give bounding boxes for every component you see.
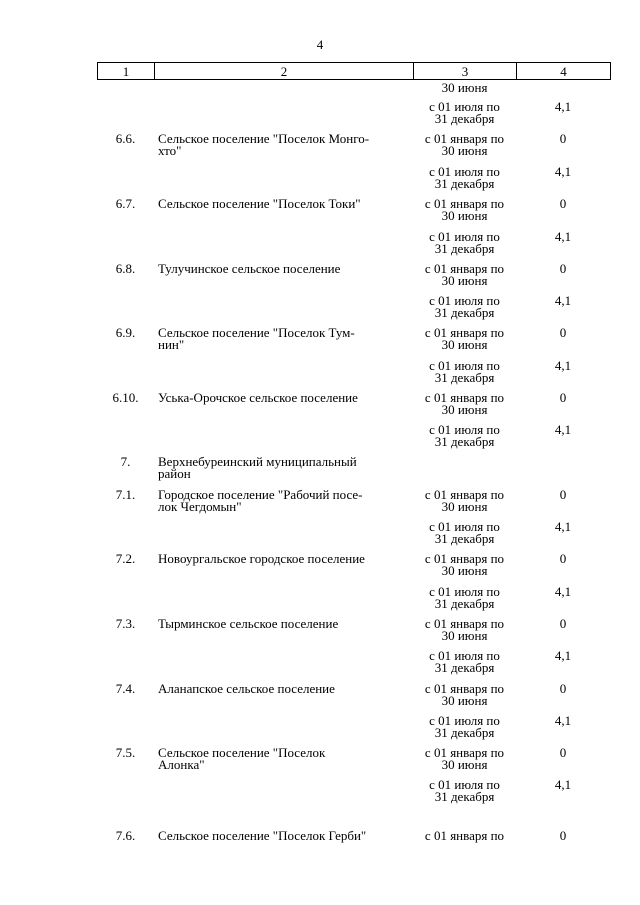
settlement-name-line: район [158,466,191,481]
period [413,360,516,384]
period [413,198,516,222]
settlement-name-line: Сельское поселение "Поселок Токи" [158,196,361,211]
rate-value: 4,1 [554,584,572,599]
period-line: с 01 января по [424,325,505,340]
row-number: 7.1. [115,487,136,502]
period-line: с 01 июля по [429,713,500,728]
period-line: 30 июня [441,337,488,352]
period-line: 31 декабря [434,241,495,256]
period-line: с 01 июля по [429,358,500,373]
period-line: 30 июня [441,80,488,95]
row-number: 7.5. [115,745,136,760]
period-line: 31 декабря [434,596,495,611]
period-line: с 01 января по [424,131,505,146]
settlement-name [158,553,408,565]
settlement-name-line: Тулучинское сельское поселение [158,261,341,276]
settlement-name [158,456,408,480]
period-line: с 01 июля по [429,648,500,663]
period-line: с 01 января по [424,551,505,566]
period [413,779,516,803]
settlement-name-line: Городское поселение "Рабочий посе- [158,487,363,502]
settlement-name-line: лок Чегдомын" [158,499,242,514]
row-number: 6.7. [115,196,136,211]
period-line: 31 декабря [434,305,495,320]
rate-value: 0 [559,261,567,276]
settlement-name [158,198,408,210]
row-number: 6.8. [115,261,136,276]
period [413,327,516,351]
rate-value: 4,1 [554,164,572,179]
settlement-name-line: Аланапское сельское поселение [158,681,335,696]
rate-value: 4,1 [554,648,572,663]
rate-value: 4,1 [554,422,572,437]
period [413,715,516,739]
period-line: с 01 января по [424,196,505,211]
period [413,553,516,577]
row-number: 6.10. [112,390,139,405]
period-line: 30 июня [441,208,488,223]
page-number: 4 [316,37,324,52]
period-line: 31 декабря [434,434,495,449]
rate-value: 0 [559,390,567,405]
settlement-name-line: нин" [158,337,185,352]
header-col-3: 3 [414,63,517,80]
period-line: 30 июня [441,757,488,772]
period [413,683,516,707]
period-line: 31 декабря [434,531,495,546]
rate-value: 0 [559,681,567,696]
header-col-1: 1 [98,63,155,80]
period-line: 31 декабря [434,176,495,191]
period-line: 30 июня [441,693,488,708]
settlement-name-line: Алонка" [158,757,205,772]
rate-value: 4,1 [554,519,572,534]
rate-value: 4,1 [554,777,572,792]
period-line: с 01 июля по [429,229,500,244]
period-line: 30 июня [441,273,488,288]
period-line: с 01 июля по [429,422,500,437]
period-line: 30 июня [441,628,488,643]
settlement-name-line: Уська-Орочское сельское поселение [158,390,358,405]
period [413,650,516,674]
rate-value: 0 [559,616,567,631]
period-line: с 01 июля по [429,293,500,308]
settlement-name-line: Новоургальское городское поселение [158,551,365,566]
period-line: с 01 января по [424,487,505,502]
header-col-2: 2 [155,63,414,80]
period [413,263,516,287]
period [413,392,516,416]
rate-value: 0 [559,131,567,146]
period-line: 31 декабря [434,111,495,126]
period [413,166,516,190]
period-line: с 01 января по [424,681,505,696]
settlement-name-line: Сельское поселение "Поселок Тум- [158,325,355,340]
period [413,489,516,513]
settlement-name-line: Сельское поселение "Поселок Монго- [158,131,370,146]
settlement-name-line: хто" [158,143,182,158]
period-line: 30 июня [441,143,488,158]
period [413,82,516,94]
period-line: 31 декабря [434,660,495,675]
period-line: 31 декабря [434,370,495,385]
rate-value: 0 [559,828,567,843]
rate-value: 0 [559,196,567,211]
period-line: с 01 июля по [429,519,500,534]
period [413,618,516,642]
period-line: с 01 января по [424,745,505,760]
rate-value: 0 [559,325,567,340]
rate-value: 4,1 [554,358,572,373]
rate-value: 4,1 [554,293,572,308]
rate-value: 0 [559,745,567,760]
settlement-name [158,327,408,351]
period-line: с 01 января по [424,261,505,276]
rate-value: 0 [559,487,567,502]
row-number: 6.6. [115,131,136,146]
period-line: с 01 июля по [429,164,500,179]
period-line: с 01 июля по [429,99,500,114]
settlement-name [158,133,408,157]
row-number: 7.3. [115,616,136,631]
settlement-name-line: Сельское поселение "Поселок Герби" [158,828,367,843]
settlement-name [158,618,408,630]
period [413,424,516,448]
row-number: 6.9. [115,325,136,340]
settlement-name-line: Верхнебуреинский муниципальный [158,454,357,469]
period-line: 30 июня [441,402,488,417]
settlement-name [158,489,408,513]
rate-value: 4,1 [554,229,572,244]
period [413,133,516,157]
period [413,521,516,545]
settlement-name [158,747,408,771]
period-line: 30 июня [441,499,488,514]
settlement-name [158,683,408,695]
settlement-name-line: Тырминское сельское поселение [158,616,339,631]
period-line: с 01 января по [424,616,505,631]
period [413,747,516,771]
rate-value: 4,1 [554,713,572,728]
period [413,231,516,255]
settlement-name [158,830,408,842]
period-line: 31 декабря [434,725,495,740]
period [413,830,516,842]
row-number: 7.2. [115,551,136,566]
row-number: 7.6. [115,828,136,843]
period [413,295,516,319]
period-line: с 01 января по [424,828,505,843]
period-line: с 01 июля по [429,777,500,792]
row-number: 7. [120,454,131,469]
period-line: с 01 января по [424,390,505,405]
settlement-name-line: Сельское поселение "Поселок [158,745,326,760]
period-line: 31 декабря [434,789,495,804]
rate-value: 4,1 [554,99,572,114]
period-line: 30 июня [441,563,488,578]
period [413,586,516,610]
settlement-name [158,392,408,404]
settlement-name [158,263,408,275]
period [413,101,516,125]
period-line: с 01 июля по [429,584,500,599]
header-col-4: 4 [517,63,611,80]
row-number: 7.4. [115,681,136,696]
rate-value: 0 [559,551,567,566]
